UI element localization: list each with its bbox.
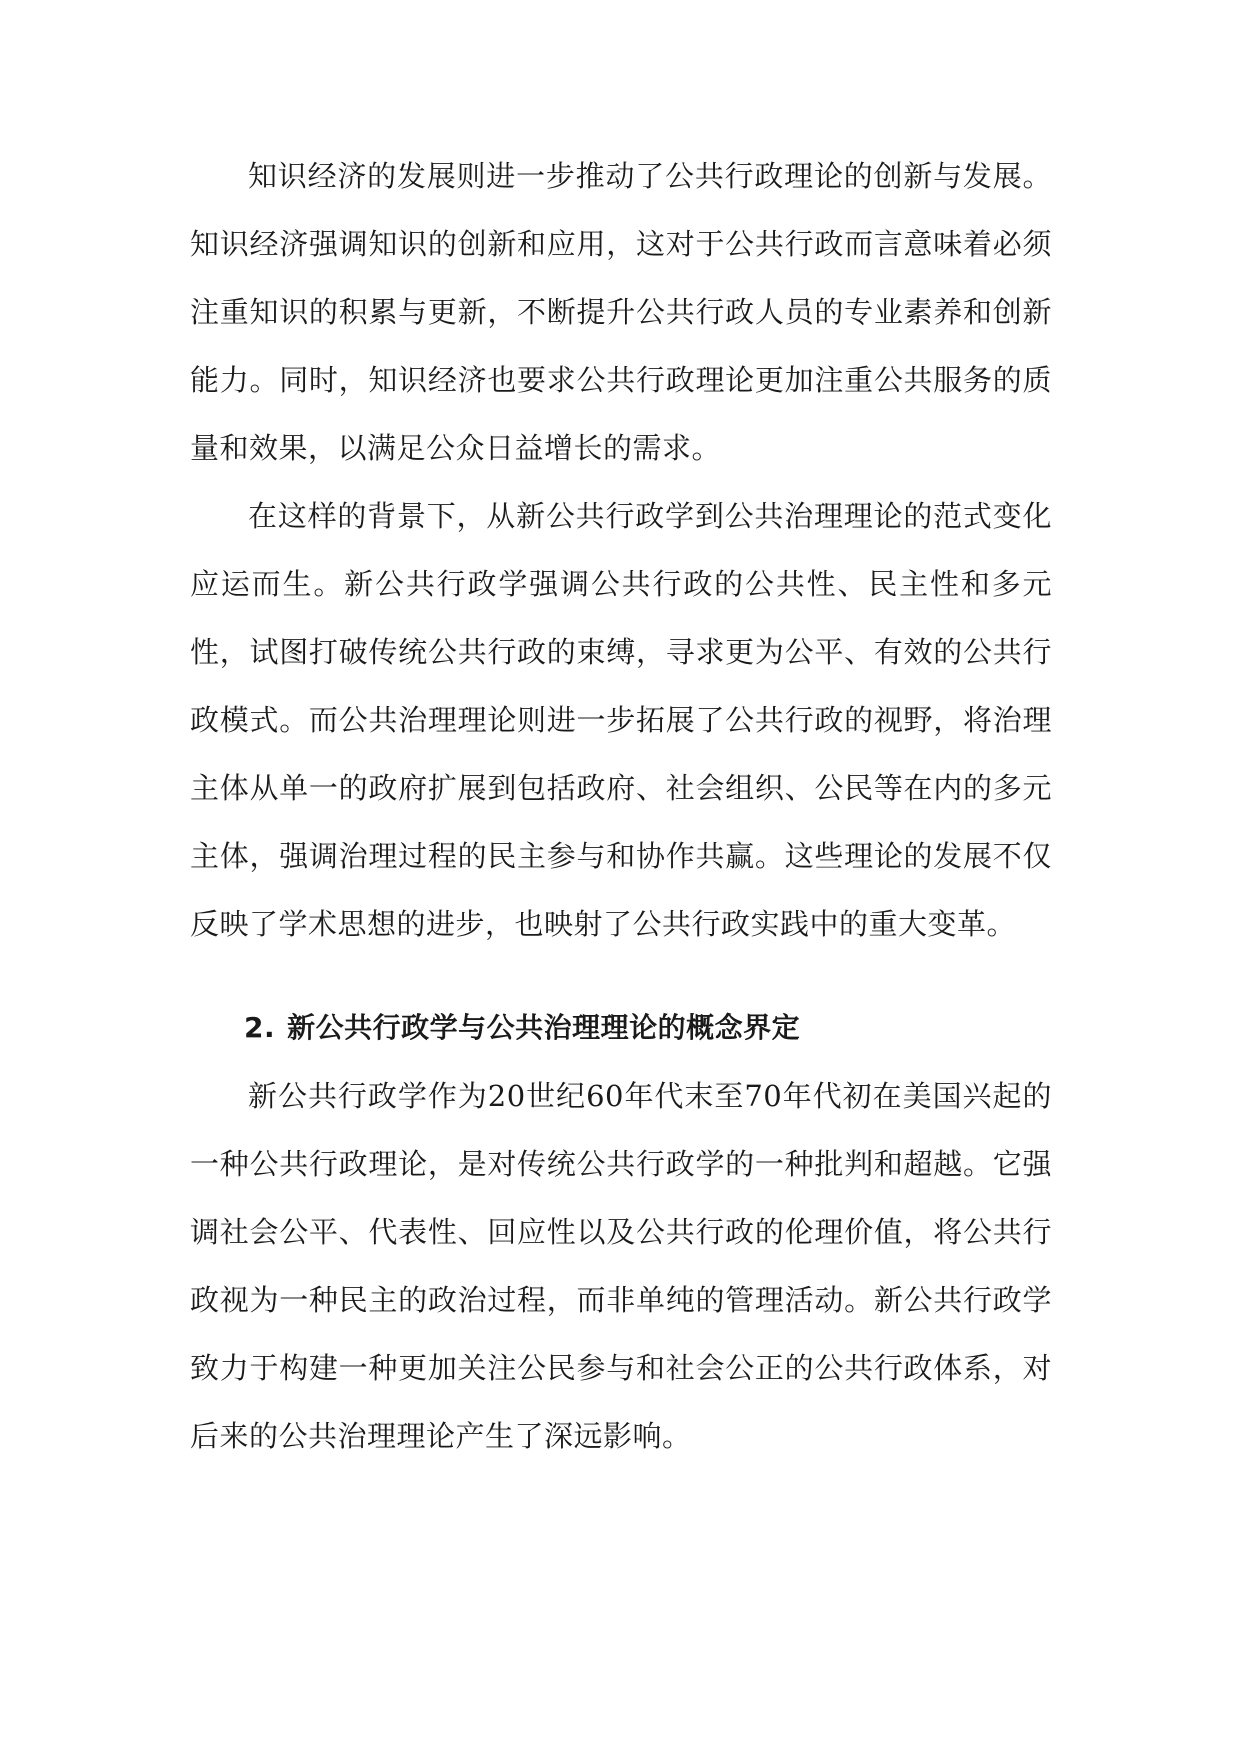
document-page xyxy=(190,142,1052,1470)
paragraph-knowledge-economy: 知识经济的发展则进一步推动了公共行政理论的创新与发展。知识经济强调知识的创新和应用，这对于公共行政而言意味着必须注重知识的积累与更新，不断提升公共行政人员的专业素养和创新能力。同时，知识经济也要求公共行政理论更加注重公共服务的质量和效果，以满足公众日益增长的需求。 xyxy=(190,159,1052,465)
section-title: 新公共行政学与公共治理理论的概念界定 xyxy=(287,1011,801,1044)
paragraph-new-public-administration: 新公共行政学作为20世纪60年代末至70年代初在美国兴起的一种公共行政理论，是对传统公共行政学的一种批判和超越。它强调社会公平、代表性、回应性以及公共行政的伦理价值，将公共行政视为一种民主的政治过程，而非单纯的管理活动。新公共行政学致力于构建一种更加关注公民参与和社会公正的公共行政体系，对后来的公共治理理论产生了深远影响。 xyxy=(190,1079,1052,1453)
section-heading xyxy=(190,994,1052,1062)
paragraph-paradigm-shift: 在这样的背景下，从新公共行政学到公共治理理论的范式变化应运而生。新公共行政学强调公共行政的公共性、民主性和多元性，试图打破传统公共行政的束缚，寻求更为公平、有效的公共行政模式。而公共治理理论则进一步拓展了公共行政的视野，将治理主体从单一的政府扩展到包括政府、社会组织、公民等在内的多元主体，强调治理过程的民主参与和协作共赢。这些理论的发展不仅反映了学术思想的进步，也映射了公共行政实践中的重大变革。 xyxy=(190,499,1052,941)
section-number: 2. xyxy=(244,1011,276,1044)
